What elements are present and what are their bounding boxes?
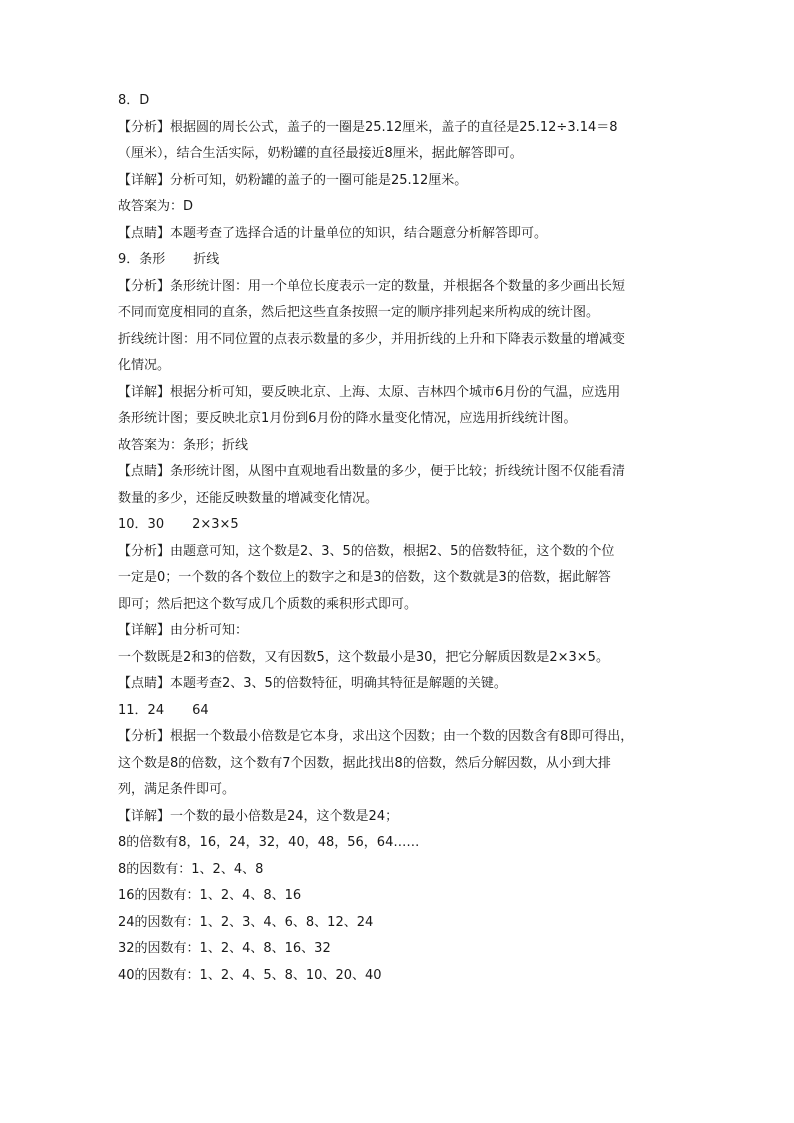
q8-analysis-line-1: 【分析】根据圆的周长公式，盖子的一圈是25.12厘米，盖子的直径是25.12÷3.14＝8 xyxy=(118,119,618,135)
q10-comment: 【点睛】本题考查2、3、5的倍数特征，明确其特征是解题的关键。 xyxy=(118,676,507,691)
q9-comment-line-2: 数量的多少，还能反映数量的增减变化情况。 xyxy=(118,490,379,506)
q9-answer-2: 折线 xyxy=(193,252,220,267)
q11-analysis-line-2: 这个数是8的倍数，这个数有7个因数，据此找出8的倍数，然后分解因数，从小到大排 xyxy=(118,755,611,771)
q10-answer-2: 2×3×5 xyxy=(192,517,239,532)
q8-title: 8．D xyxy=(118,93,150,108)
q8-comment: 【点睛】本题考查了选择合适的计量单位的知识，结合题意分析解答即可。 xyxy=(118,225,548,241)
q10-detail-line-2: 一个数既是2和3的倍数，又有因数5，这个数最小是30，把它分解质因数是2×3×5。 xyxy=(118,649,609,665)
q11-factors-32: 32的因数有：1、2、4、8、16、32 xyxy=(118,941,331,956)
q11-analysis-line-3: 列，满足条件即可。 xyxy=(118,782,236,797)
q9-title xyxy=(118,247,678,274)
answer-content xyxy=(118,88,678,989)
q11-factors-16: 16的因数有：1、2、4、8、16 xyxy=(118,888,302,903)
q10-answer-1: 10．30 xyxy=(118,517,165,532)
q10-analysis-line-3: 即可；然后把这个数写成几个质数的乘积形式即可。 xyxy=(118,596,418,612)
q8-analysis-line-2: （厘米），结合生活实际，奶粉罐的直径最接近8厘米，据此解答即可。 xyxy=(118,146,523,161)
q11-answer-1: 11．24 xyxy=(118,702,165,718)
q11-factors-8: 8的因数有：1、2、4、8 xyxy=(118,861,264,877)
q9-analysis-line-2: 不同而宽度相同的直条，然后把这些直条按照一定的顺序排列起来所构成的统计图。 xyxy=(118,305,600,320)
q11-factors-40: 40的因数有：1、2、4、5、8、10、20、40 xyxy=(118,967,382,983)
q9-answer-1: 9．条形 xyxy=(118,252,166,267)
q9-detail-line-2: 条形统计图；要反映北京1月份到6月份的降水量变化情况，应选用折线统计图。 xyxy=(118,411,577,426)
q9-comment-line-1: 【点睛】条形统计图，从图中直观地看出数量的多少，便于比较；折线统计图不仅能看清 xyxy=(118,464,626,479)
q10-analysis-line-1: 【分析】由题意可知，这个数是2、3、5的倍数，根据2、5的倍数特征，这个数的个位 xyxy=(118,543,615,559)
q9-answer: 故答案为：条形；折线 xyxy=(118,437,249,453)
q9-detail-line-1: 【详解】根据分析可知，要反映北京、上海、太原、吉林四个城市6月份的气温，应选用 xyxy=(118,384,621,400)
q10-title xyxy=(118,512,678,539)
q8-detail: 【详解】分析可知，奶粉罐的盖子的一圈可能是25.12厘米。 xyxy=(118,172,468,188)
q11-analysis-line-1: 【分析】根据一个数最小倍数是它本身，求出这个因数；由一个数的因数含有8即可得出， xyxy=(118,729,634,744)
q11-detail-line-2: 8的倍数有8，16，24，32，40，48，56，64…… xyxy=(118,835,420,850)
q10-analysis-line-2: 一定是0；一个数的各个数位上的数字之和是3的倍数，这个数就是3的倍数，据此解答 xyxy=(118,570,611,585)
q9-analysis-line-1: 【分析】条形统计图：用一个单位长度表示一定的数量，并根据各个数量的多少画出长短 xyxy=(118,278,626,294)
q9-analysis-line-3: 折线统计图：用不同位置的点表示数量的多少，并用折线的上升和下降表示数量的增减变 xyxy=(118,331,626,347)
q11-detail-line-1: 【详解】一个数的最小倍数是24，这个数是24； xyxy=(118,808,399,824)
q10-detail-line-1: 【详解】由分析可知： xyxy=(118,623,249,638)
q11-answer-2: 64 xyxy=(192,702,209,718)
q9-analysis-line-4: 化情况。 xyxy=(118,358,171,373)
q11-title xyxy=(118,698,678,725)
q11-factors-24: 24的因数有：1、2、3、4、6、8、12、24 xyxy=(118,914,374,930)
q8-answer: 故答案为：D xyxy=(118,199,194,214)
